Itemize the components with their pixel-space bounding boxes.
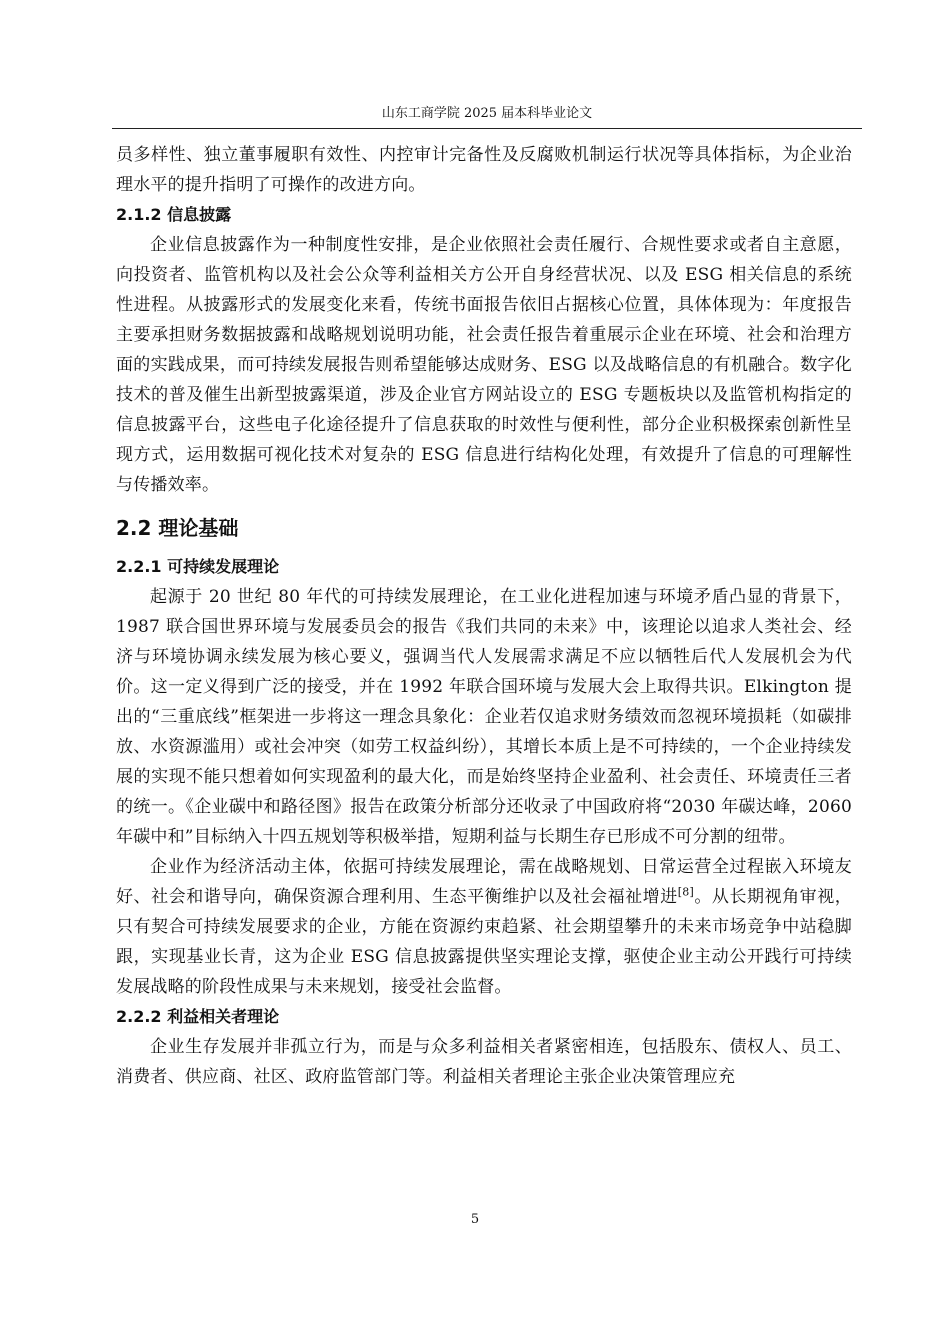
heading-2-1-2: 2.1.2 信息披露	[116, 205, 232, 224]
heading-2-2: 2.2 理论基础	[116, 516, 239, 540]
running-header: 山东工商学院 2025 届本科毕业论文	[381, 106, 593, 121]
header-rule	[112, 128, 862, 129]
paragraph-sustainability-theory: 起源于 20 世纪 80 年代的可持续发展理论，在工业化进程加速与环境矛盾凸显的背景下，1987 联合国世界环境与发展委员会的报告《我们共同的未来》中，该理论以追求人类社会、经济与环境协调永续发展为核心要义，强调当代人发展需求满足不应以牺牲后代人发展机会为代价。这一定义得到广泛的接受，并在 1992 年联合国环境与发展大会上取得共识。Elkington 提出的“三重底线”框架进一步将这一理念具象化：企业若仅追求财务绩效而忽视环境损耗（如碳排放、水资源滥用）或社会冲突（如劳工权益纠纷），其增长本质上是不可持续的，一个企业持续发展的实现不能只想着如何实现盈利的最大化，而是始终坚持企业盈利、社会责任、环境责任三者的统一。《企业碳中和路径图》报告在政策分析部分还收录了中国政府将“2030 年碳达峰，2060 年碳中和”目标纳入十四五规划等积极举措，短期利益与长期生存已形成不可分割的纽带。	[116, 587, 852, 847]
heading-2-2-2: 2.2.2 利益相关者理论	[116, 1007, 280, 1026]
paragraph-stakeholder-theory: 企业生存发展并非孤立行为，而是与众多利益相关者紧密相连，包括股东、债权人、员工、消费者、供应商、社区、政府监管部门等。利益相关者理论主张企业决策管理应充	[116, 1037, 852, 1087]
paragraph-continued: 员多样性、独立董事履职有效性、内控审计完备性及反腐败机制运行状况等具体指标，为企业治理水平的提升指明了可操作的改进方向。	[116, 145, 852, 195]
paragraph-info-disclosure: 企业信息披露作为一种制度性安排，是企业依照社会责任履行、合规性要求或者自主意愿，向投资者、监管机构以及社会公众等利益相关方公开自身经营状况、以及 ESG 相关信息的系统性进程。从披露形式的发展变化来看，传统书面报告依旧占据核心位置，具体体现为：年度报告主要承担财务数据披露和战略规划说明功能，社会责任报告着重展示企业在环境、社会和治理方面的实践成果，而可持续发展报告则希望能够达成财务、ESG 以及战略信息的有机融合。数字化技术的普及催生出新型披露渠道，涉及企业官方网站设立的 ESG 专题板块以及监管机构指定的信息披露平台，这些电子化途径提升了信息获取的时效性与便利性，部分企业积极探索创新性呈现方式，运用数据可视化技术对复杂的 ESG 信息进行结构化处理，有效提升了信息的可理解性与传播效率。	[116, 235, 852, 495]
paragraph-enterprise-subject	[116, 852, 852, 1002]
heading-2-2-1: 2.2.1 可持续发展理论	[116, 557, 280, 576]
paragraph-text-part: 。从长期视角审视，只有契合可持续发展要求的企业，方能在资源约束趋紧、社会期望攀升的未来市场竞争中站稳脚跟，实现基业长青，这为企业 ESG 信息披露提供坚实理论支撑，驱使企业主动公开践行可持续发展战略的阶段性成果与未来规划，接受社会监督。	[116, 887, 852, 997]
paragraph-text-part: 企业作为经济活动主体，依据可持续发展理论，需在战略规划、日常运营全过程嵌入环境友好、社会和谐导向，确保资源合理利用、生态平衡维护以及社会福祉增进	[116, 857, 852, 907]
citation-ref: [8]	[677, 885, 694, 899]
page-number: 5	[470, 1212, 480, 1227]
body-text	[116, 140, 852, 1092]
